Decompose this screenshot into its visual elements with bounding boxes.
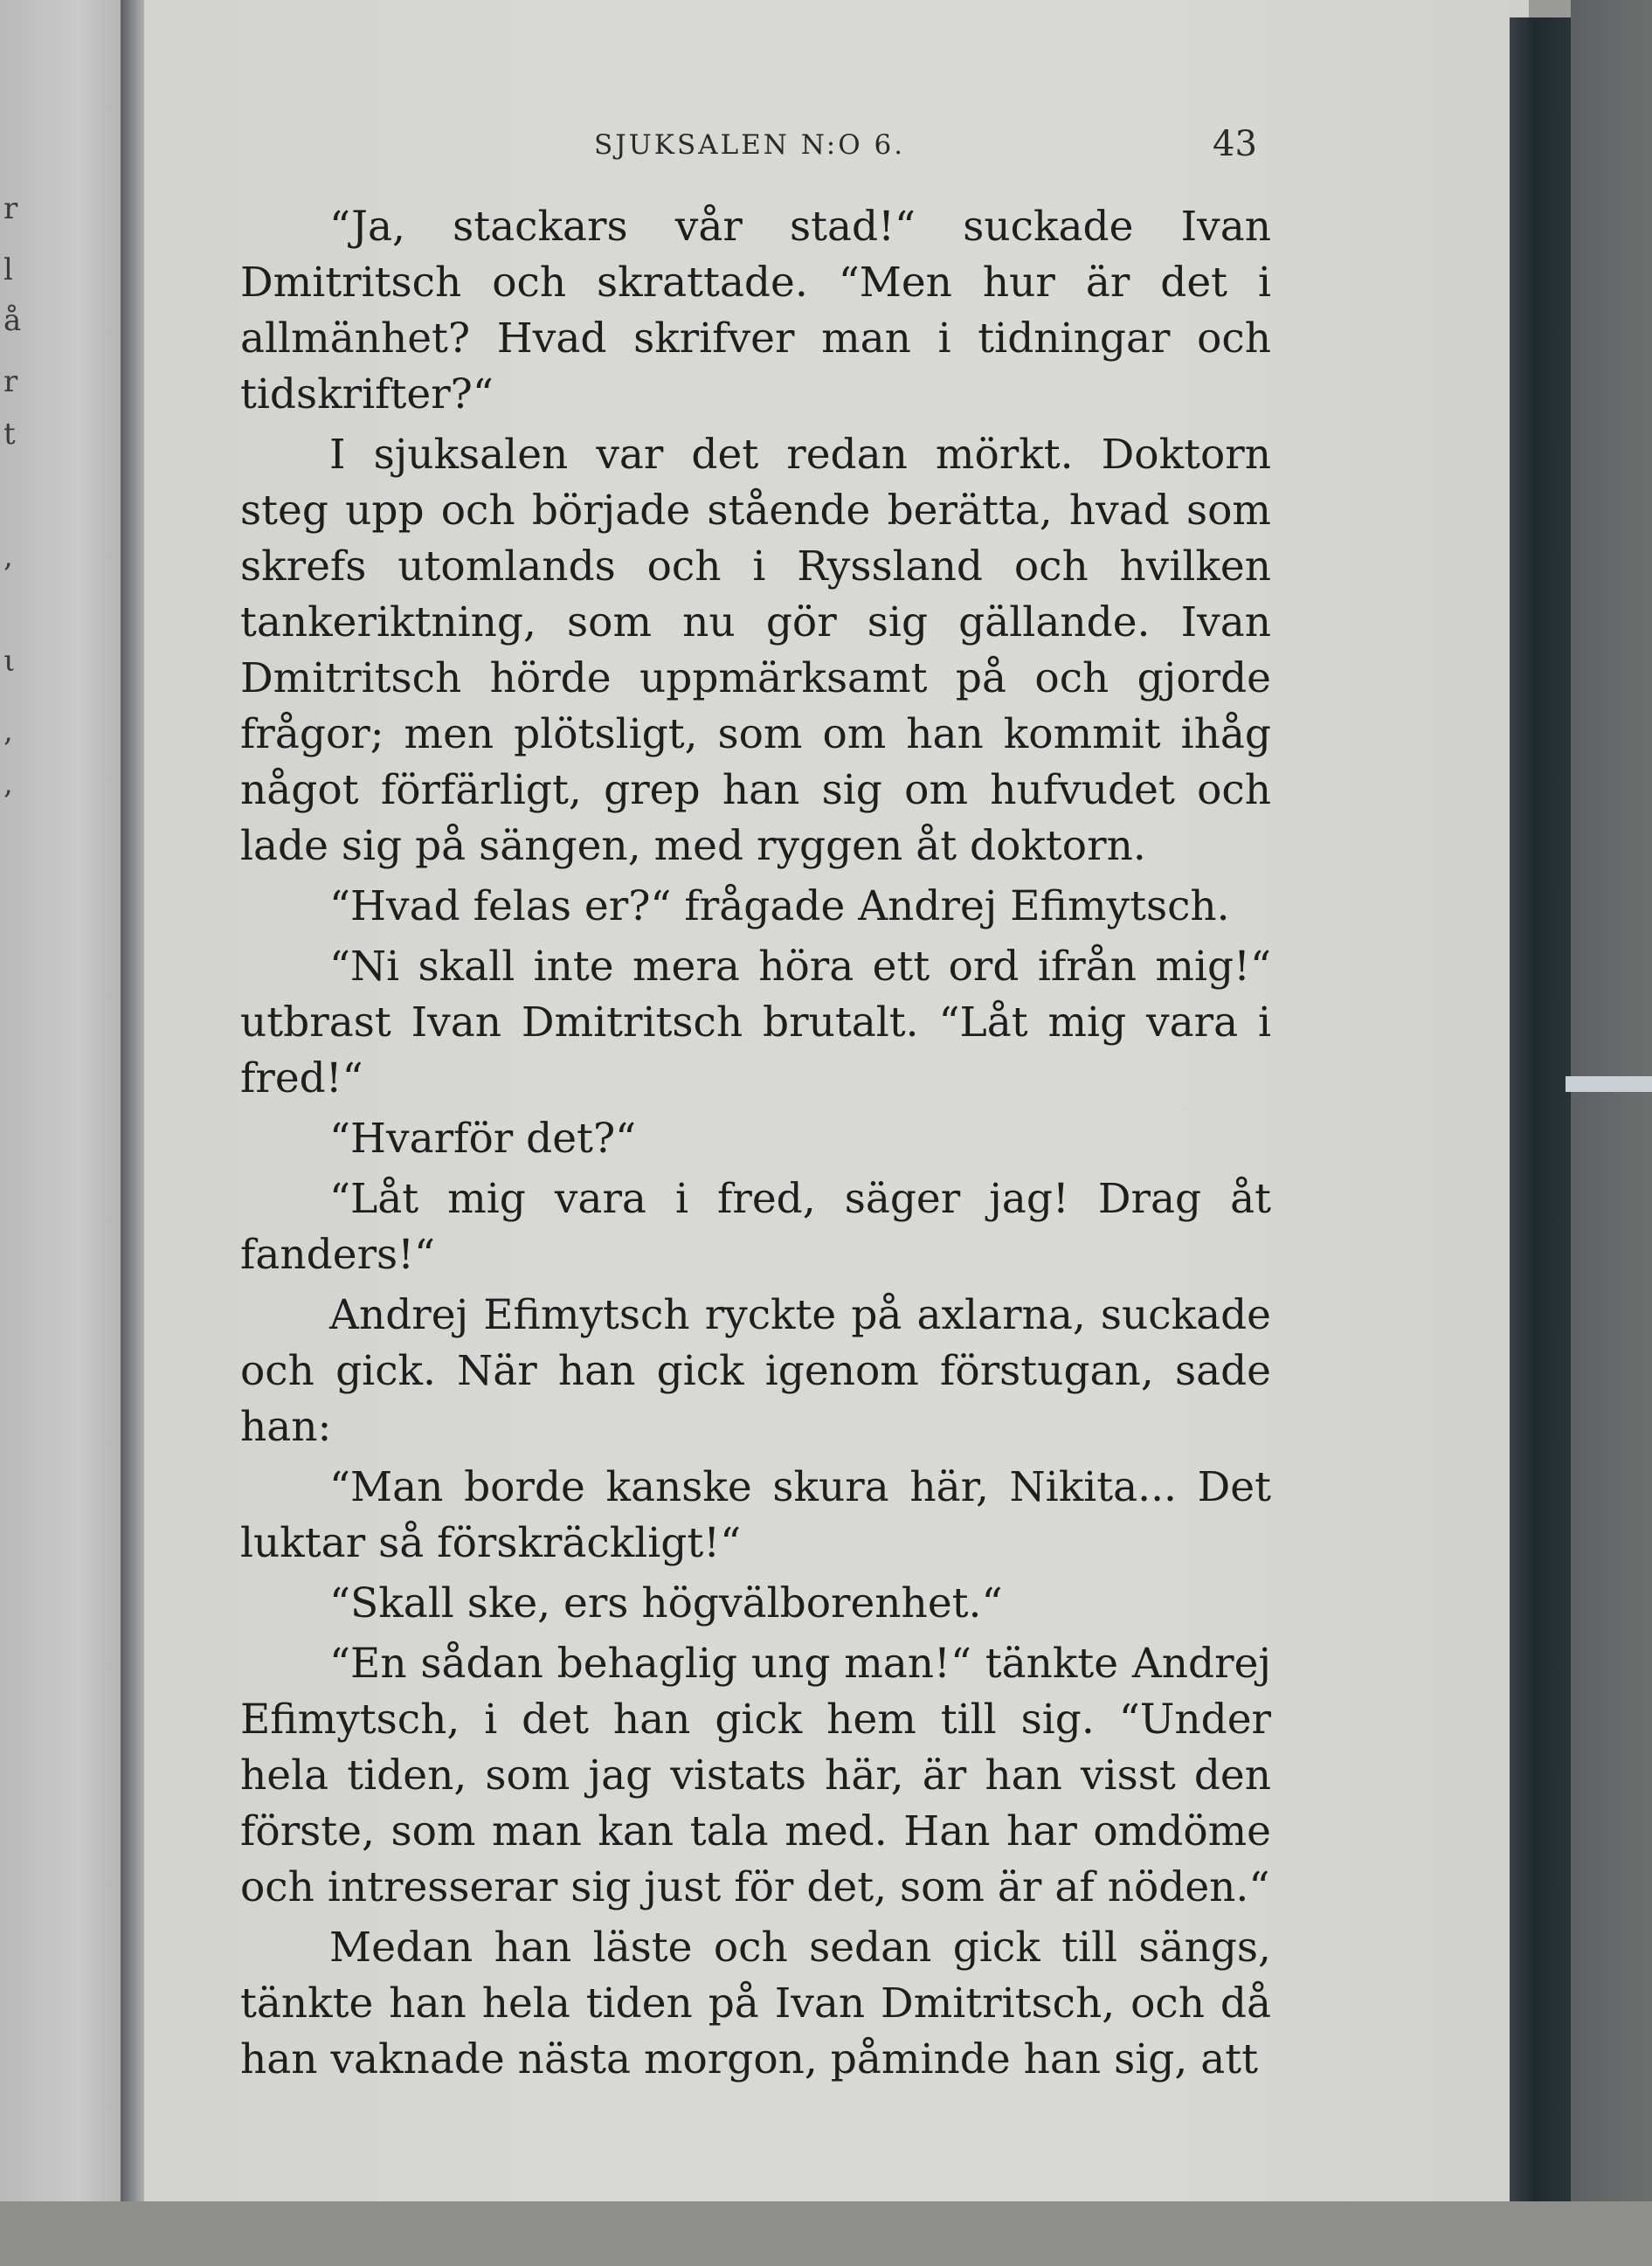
- page-number: 43: [1213, 124, 1257, 164]
- body-text: [240, 199, 1271, 2092]
- paragraph: I sjuksalen var det redan mörkt. Doktorn steg upp och började stående berätta, hvad som skrefs utomlands och i Ryssland och hvilken tankeriktning, som nu gör sig gällande. Ivan Dmitritsch hörde uppmärksamt på och gjorde frågor; men plötsligt, som om han kommit ihåg något förfärligt, grep han sig om hufvudet och lade sig på sängen, med ryggen åt doktorn.: [240, 431, 1271, 870]
- scan-bottom-margin: [0, 2201, 1652, 2266]
- paragraph: “Låt mig vara i fred, säger jag! Drag åt fanders!“: [240, 1175, 1271, 1279]
- paragraph: Andrej Efimytsch ryckte på axlarna, suckade och gick. När han gick igenom förstugan, sade han:: [240, 1291, 1271, 1451]
- edge-mark: ι: [3, 644, 16, 679]
- paragraph: “Man borde kanske skura här, Nikita... Det luktar så förskräckligt!“: [240, 1463, 1271, 1567]
- book-spine: [1510, 17, 1571, 2201]
- edge-mark: ,: [3, 766, 13, 801]
- paragraph: “Skall ske, ers högvälborenhet.“: [329, 1579, 1003, 1627]
- paragraph: “Hvarför det?“: [329, 1115, 637, 1163]
- edge-mark: å: [3, 303, 22, 338]
- edge-mark: r: [3, 364, 18, 399]
- edge-mark: t: [3, 417, 16, 452]
- paragraph: “En sådan behaglig ung man!“ tänkte Andrej Efimytsch, i det han gick hem till sig. “Under hela tiden, som jag vistats här, är han visst den förste, som man kan tala med. Han har omdöme och intresserar sig just för det, som är af nöden.“: [240, 1640, 1271, 1911]
- edge-mark: l: [3, 252, 13, 287]
- left-page-edge: [0, 0, 131, 2201]
- running-head: SJUKSALEN N:O 6.: [594, 129, 906, 161]
- paragraph: “Ni skall inte mera höra ett ord ifrån mig!“ utbrast Ivan Dmitritsch brutalt. “Låt mig vara i fred!“: [240, 943, 1271, 1102]
- paragraph: “Hvad felas er?“ frågade Andrej Efimytsch.: [329, 882, 1230, 930]
- edge-mark: r: [3, 191, 18, 226]
- paragraph: Medan han läste och sedan gick till sängs, tänkte han hela tiden på Ivan Dmitritsch, och då han vaknade nästa morgon, påminde han sig, att: [240, 1924, 1271, 2083]
- spine-stripe: [1566, 1076, 1652, 1092]
- edge-mark: ,: [3, 714, 13, 749]
- back-cover: [1571, 0, 1652, 2201]
- edge-mark: ,: [3, 539, 13, 574]
- paragraph: “Ja, stackars vår stad!“ suckade Ivan Dmitritsch och skrattade. “Men hur är det i allmänhet? Hvad skrifver man i tidningar och tidskrifter?“: [240, 203, 1271, 418]
